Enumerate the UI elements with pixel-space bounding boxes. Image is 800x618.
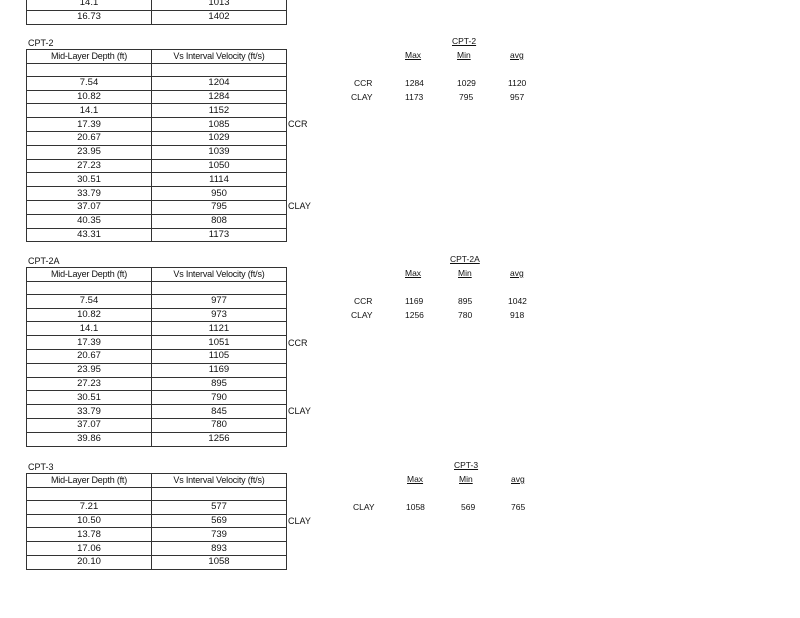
depth-cell: 20.67	[27, 131, 152, 145]
depth-cell: 17.06	[27, 542, 152, 556]
summary-title: CPT-3	[454, 460, 479, 470]
depth-cell: 10.82	[27, 308, 152, 322]
table-row	[27, 349, 287, 363]
avg-header: avg	[510, 268, 524, 278]
table-row	[27, 104, 287, 118]
layer-label: CCR	[288, 119, 308, 129]
velocity-cell: 577	[152, 500, 287, 514]
table-row	[27, 228, 287, 242]
velocity-cell: 1105	[152, 349, 287, 363]
table-row	[27, 363, 287, 377]
velocity-cell: 1402	[152, 10, 287, 24]
layer-label: CLAY	[288, 516, 311, 526]
velocity-cell: 795	[152, 200, 287, 214]
header-row	[27, 268, 287, 282]
summary-min: 795	[459, 92, 474, 102]
depth-header: Mid-Layer Depth (ft)	[27, 268, 152, 282]
velocity-cell: 1039	[152, 145, 287, 159]
velocity-cell: 1058	[152, 555, 287, 569]
velocity-cell: 977	[152, 294, 287, 308]
velocity-cell: 1085	[152, 118, 287, 132]
velocity-cell: 790	[152, 391, 287, 405]
blank-row	[27, 281, 287, 294]
velocity-cell: 845	[152, 405, 287, 419]
depth-cell: 30.51	[27, 391, 152, 405]
velocity-cell: 973	[152, 308, 287, 322]
depth-cell: 39.86	[27, 432, 152, 446]
table-row	[27, 0, 287, 10]
velocity-cell: 895	[152, 377, 287, 391]
depth-cell: 20.10	[27, 555, 152, 569]
table-row	[27, 159, 287, 173]
velocity-cell: 780	[152, 418, 287, 432]
velocity-cell: 1204	[152, 76, 287, 90]
velocity-header: Vs Interval Velocity (ft/s)	[152, 50, 287, 64]
depth-cell: 33.79	[27, 405, 152, 419]
table-row	[27, 294, 287, 308]
avg-header: avg	[510, 50, 524, 60]
table-row	[27, 173, 287, 187]
depth-cell: 30.51	[27, 173, 152, 187]
summary-max: 1058	[406, 502, 425, 512]
summary-max: 1173	[405, 92, 424, 102]
velocity-cell: 1013	[152, 0, 287, 10]
depth-cell: 14.1	[27, 322, 152, 336]
table-row	[27, 500, 287, 514]
section-label: CPT-2A	[28, 256, 60, 266]
max-header: Max	[405, 268, 422, 278]
velocity-cell: 1152	[152, 104, 287, 118]
table-row	[27, 200, 287, 214]
depth-cell: 40.35	[27, 214, 152, 228]
depth-cell: 14.1	[27, 0, 152, 10]
depth-cell: 37.07	[27, 200, 152, 214]
velocity-cell: 1050	[152, 159, 287, 173]
velocity-cell: 1284	[152, 90, 287, 104]
depth-cell: 17.39	[27, 336, 152, 350]
table-row	[27, 118, 287, 132]
summary-max: 1169	[405, 296, 424, 306]
velocity-cell: 1121	[152, 322, 287, 336]
table-row	[27, 322, 287, 336]
table-row	[27, 391, 287, 405]
cpt2a-table	[26, 267, 287, 447]
table-row	[27, 214, 287, 228]
depth-cell: 27.23	[27, 159, 152, 173]
min-header: Min	[457, 50, 471, 60]
summary-row-label: CLAY	[353, 502, 375, 512]
velocity-cell: 739	[152, 528, 287, 542]
max-header: Max	[407, 474, 424, 484]
velocity-cell: 1029	[152, 131, 287, 145]
depth-cell: 7.54	[27, 294, 152, 308]
depth-cell: 20.67	[27, 349, 152, 363]
velocity-header: Vs Interval Velocity (ft/s)	[152, 474, 287, 488]
velocity-cell: 1169	[152, 363, 287, 377]
depth-cell: 14.1	[27, 104, 152, 118]
summary-max: 1284	[405, 78, 424, 88]
depth-cell: 17.39	[27, 118, 152, 132]
section-label: CPT-3	[28, 462, 54, 472]
depth-cell: 7.54	[27, 76, 152, 90]
summary-row-label: CLAY	[351, 310, 373, 320]
cpt2-table	[26, 49, 287, 242]
table-row	[27, 528, 287, 542]
velocity-cell: 893	[152, 542, 287, 556]
cpt3-table	[26, 473, 287, 570]
section-label: CPT-2	[28, 38, 54, 48]
depth-cell: 43.31	[27, 228, 152, 242]
velocity-cell: 1114	[152, 173, 287, 187]
depth-cell: 37.07	[27, 418, 152, 432]
summary-title: CPT-2	[452, 36, 477, 46]
summary-min: 569	[461, 502, 476, 512]
table-row	[27, 377, 287, 391]
summary-title: CPT-2A	[450, 254, 480, 264]
table-row	[27, 405, 287, 419]
header-row	[27, 50, 287, 64]
max-header: Max	[405, 50, 422, 60]
top-fragment-table	[26, 0, 287, 25]
depth-cell: 23.95	[27, 363, 152, 377]
table-row	[27, 76, 287, 90]
summary-min: 780	[458, 310, 473, 320]
depth-cell: 23.95	[27, 145, 152, 159]
table-row	[27, 90, 287, 104]
table-row	[27, 555, 287, 569]
table-row	[27, 187, 287, 201]
header-row	[27, 474, 287, 488]
min-header: Min	[459, 474, 473, 484]
depth-cell: 16.73	[27, 10, 152, 24]
table-row	[27, 418, 287, 432]
depth-cell: 13.78	[27, 528, 152, 542]
table-row	[27, 336, 287, 350]
summary-row-label: CCR	[354, 78, 373, 88]
depth-cell: 33.79	[27, 187, 152, 201]
summary-avg: 918	[510, 310, 525, 320]
velocity-cell: 1173	[152, 228, 287, 242]
blank-row	[27, 487, 287, 500]
summary-max: 1256	[405, 310, 424, 320]
summary-min: 1029	[457, 78, 476, 88]
table-row	[27, 432, 287, 446]
summary-avg: 957	[510, 92, 525, 102]
table-row	[27, 10, 287, 24]
table-row	[27, 145, 287, 159]
depth-header: Mid-Layer Depth (ft)	[27, 50, 152, 64]
depth-header: Mid-Layer Depth (ft)	[27, 474, 152, 488]
table-row	[27, 514, 287, 528]
summary-min: 895	[458, 296, 473, 306]
velocity-cell: 1051	[152, 336, 287, 350]
table-row	[27, 131, 287, 145]
table-row	[27, 308, 287, 322]
layer-label: CLAY	[288, 201, 311, 211]
velocity-cell: 569	[152, 514, 287, 528]
layer-label: CLAY	[288, 406, 311, 416]
summary-row-label: CLAY	[351, 92, 373, 102]
depth-cell: 7.21	[27, 500, 152, 514]
velocity-cell: 1256	[152, 432, 287, 446]
blank-row	[27, 63, 287, 76]
velocity-cell: 950	[152, 187, 287, 201]
summary-avg: 765	[511, 502, 526, 512]
depth-cell: 10.50	[27, 514, 152, 528]
layer-label: CCR	[288, 338, 308, 348]
avg-header: avg	[511, 474, 525, 484]
summary-row-label: CCR	[354, 296, 373, 306]
summary-avg: 1120	[508, 78, 527, 88]
velocity-cell: 808	[152, 214, 287, 228]
table-row	[27, 542, 287, 556]
min-header: Min	[458, 268, 472, 278]
depth-cell: 27.23	[27, 377, 152, 391]
velocity-header: Vs Interval Velocity (ft/s)	[152, 268, 287, 282]
summary-avg: 1042	[508, 296, 527, 306]
depth-cell: 10.82	[27, 90, 152, 104]
